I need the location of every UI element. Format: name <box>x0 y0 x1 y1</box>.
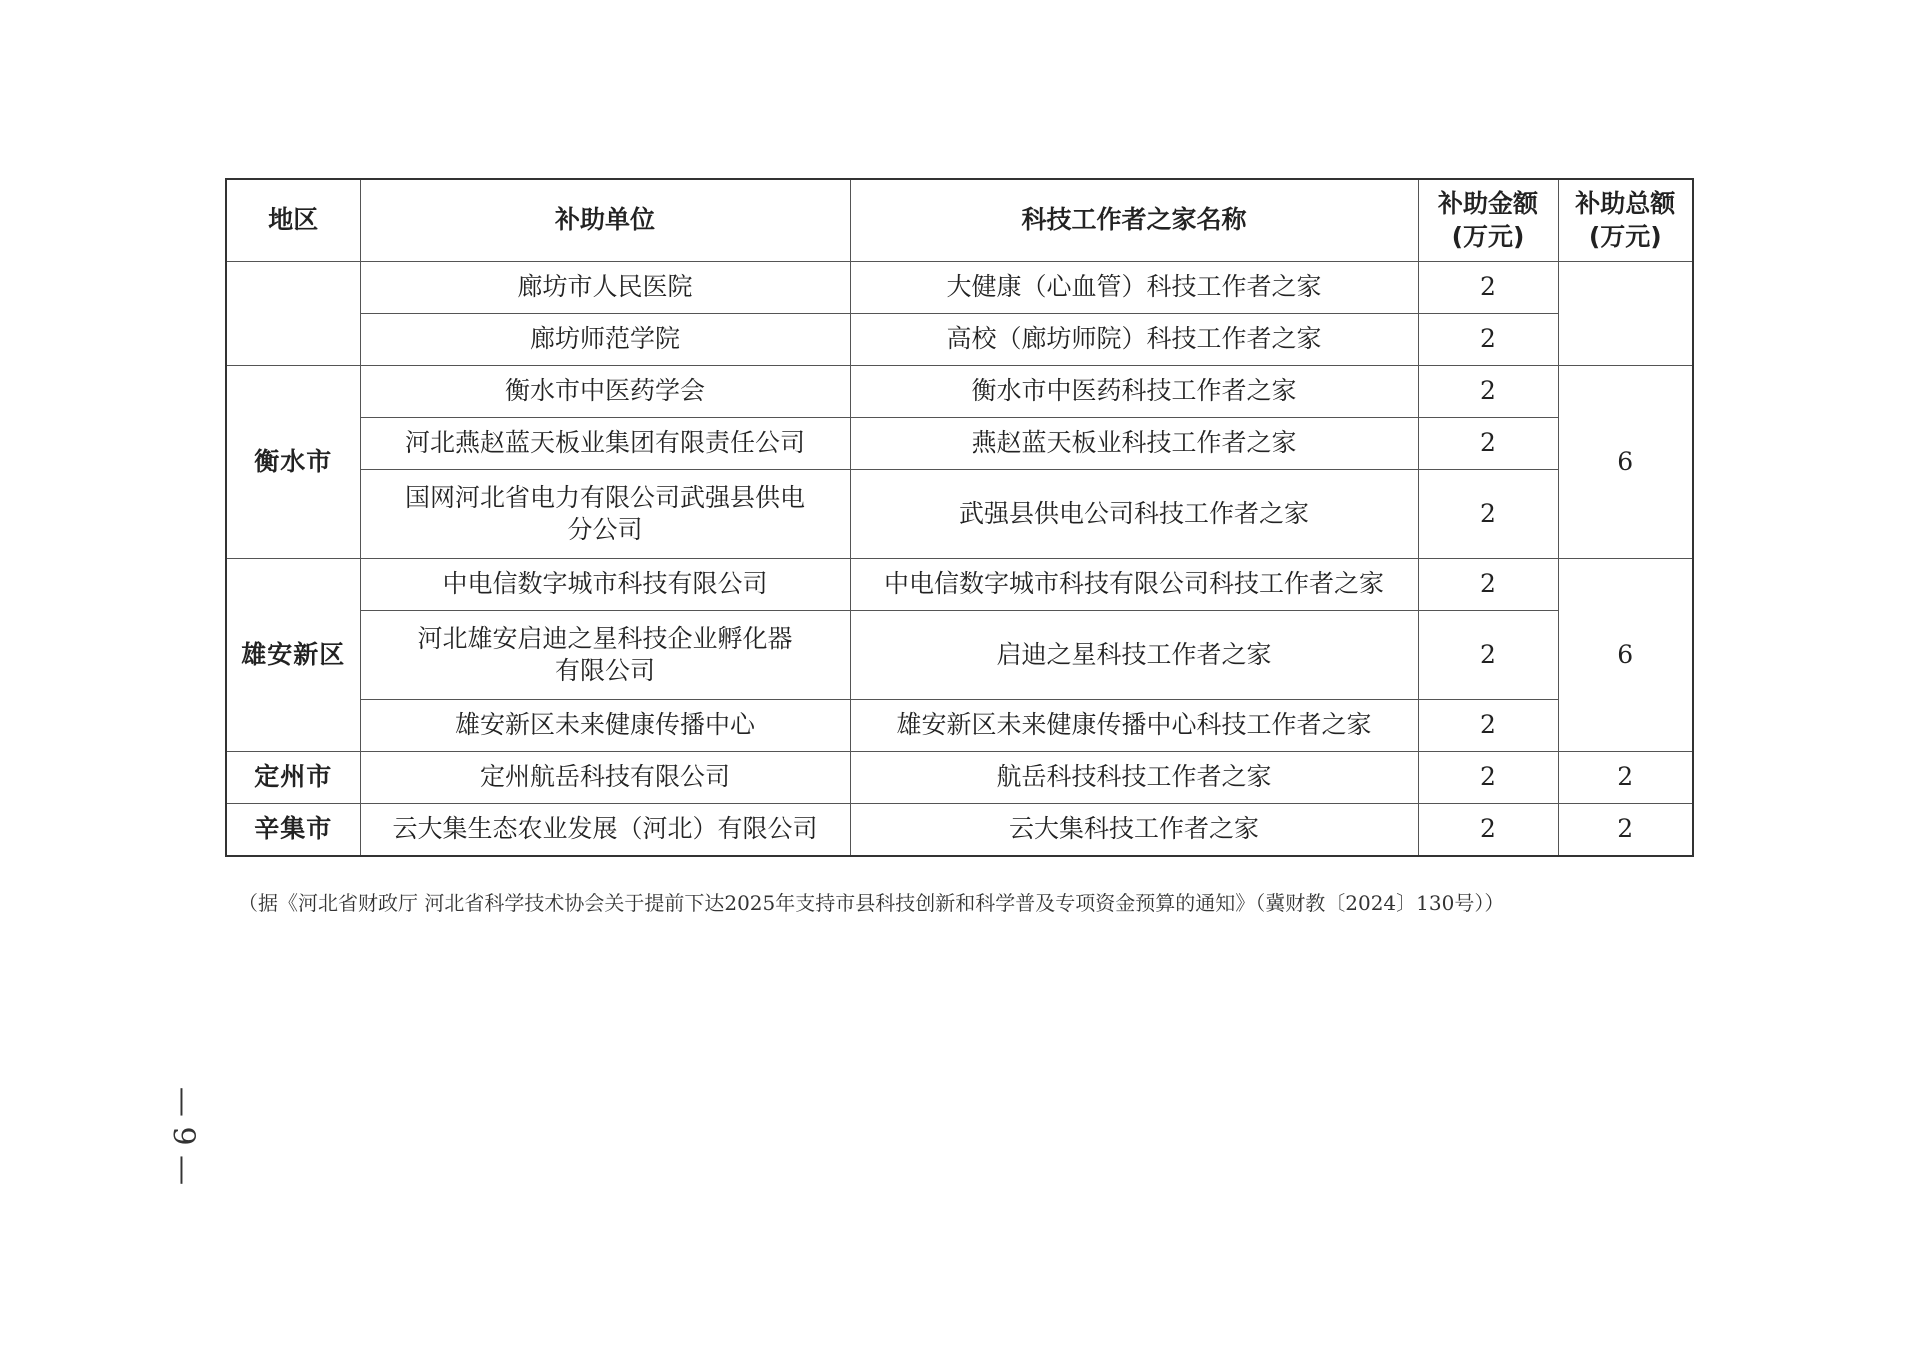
unit-cell: 雄安新区未来健康传播中心 <box>360 700 850 752</box>
total-cell: 2 <box>1558 804 1693 857</box>
table-row <box>226 804 1693 857</box>
home-name-cell: 中电信数字城市科技有限公司科技工作者之家 <box>850 559 1418 611</box>
header-unit: 补助单位 <box>360 179 850 262</box>
table-row <box>226 611 1693 700</box>
region-cell: 雄安新区 <box>226 559 360 752</box>
table-row <box>226 314 1693 366</box>
unit-cell: 定州航岳科技有限公司 <box>360 752 850 804</box>
region-cell: 定州市 <box>226 752 360 804</box>
region-cell: 衡水市 <box>226 366 360 559</box>
amount-cell: 2 <box>1418 559 1558 611</box>
amount-cell: 2 <box>1418 700 1558 752</box>
table-row <box>226 262 1693 314</box>
table-row <box>226 752 1693 804</box>
region-cell <box>226 262 360 366</box>
home-name-cell: 燕赵蓝天板业科技工作者之家 <box>850 418 1418 470</box>
unit-cell: 河北燕赵蓝天板业集团有限责任公司 <box>360 418 850 470</box>
page-number <box>165 1076 201 1196</box>
table-row <box>226 366 1693 418</box>
home-name-cell: 启迪之星科技工作者之家 <box>850 611 1418 700</box>
home-name-cell: 大健康（心血管）科技工作者之家 <box>850 262 1418 314</box>
table-row <box>226 559 1693 611</box>
table-row <box>226 470 1693 559</box>
unit-cell: 国网河北省电力有限公司武强县供电 分公司 <box>360 470 850 559</box>
table-header-row <box>226 179 1693 262</box>
total-cell: 6 <box>1558 366 1693 559</box>
unit-cell: 云大集生态农业发展（河北）有限公司 <box>360 804 850 857</box>
home-name-cell: 雄安新区未来健康传播中心科技工作者之家 <box>850 700 1418 752</box>
home-name-cell: 云大集科技工作者之家 <box>850 804 1418 857</box>
unit-cell: 廊坊市人民医院 <box>360 262 850 314</box>
amount-cell: 2 <box>1418 314 1558 366</box>
subsidy-table <box>225 178 1694 857</box>
home-name-cell: 武强县供电公司科技工作者之家 <box>850 470 1418 559</box>
unit-cell: 河北雄安启迪之星科技企业孵化器 有限公司 <box>360 611 850 700</box>
total-cell <box>1558 262 1693 366</box>
amount-cell: 2 <box>1418 611 1558 700</box>
header-home-name: 科技工作者之家名称 <box>850 179 1418 262</box>
unit-cell: 中电信数字城市科技有限公司 <box>360 559 850 611</box>
source-footnote: （据《河北省财政厅 河北省科学技术协会关于提前下达2025年支持市县科技创新和科学普及专项资金预算的通知》（冀财教〔2024〕130号）） <box>238 891 1505 915</box>
total-cell: 2 <box>1558 752 1693 804</box>
page-number-label: — 9 — <box>165 1086 201 1186</box>
table-row <box>226 418 1693 470</box>
amount-cell: 2 <box>1418 804 1558 857</box>
amount-cell: 2 <box>1418 470 1558 559</box>
home-name-cell: 衡水市中医药科技工作者之家 <box>850 366 1418 418</box>
home-name-cell: 航岳科技科技工作者之家 <box>850 752 1418 804</box>
header-region: 地区 <box>226 179 360 262</box>
amount-cell: 2 <box>1418 262 1558 314</box>
table-row <box>226 700 1693 752</box>
amount-cell: 2 <box>1418 418 1558 470</box>
header-amount: 补助金额 (万元) <box>1418 179 1558 262</box>
header-total: 补助总额 (万元) <box>1558 179 1693 262</box>
unit-cell: 廊坊师范学院 <box>360 314 850 366</box>
amount-cell: 2 <box>1418 752 1558 804</box>
region-cell: 辛集市 <box>226 804 360 857</box>
home-name-cell: 高校（廊坊师院）科技工作者之家 <box>850 314 1418 366</box>
unit-cell: 衡水市中医药学会 <box>360 366 850 418</box>
amount-cell: 2 <box>1418 366 1558 418</box>
total-cell: 6 <box>1558 559 1693 752</box>
